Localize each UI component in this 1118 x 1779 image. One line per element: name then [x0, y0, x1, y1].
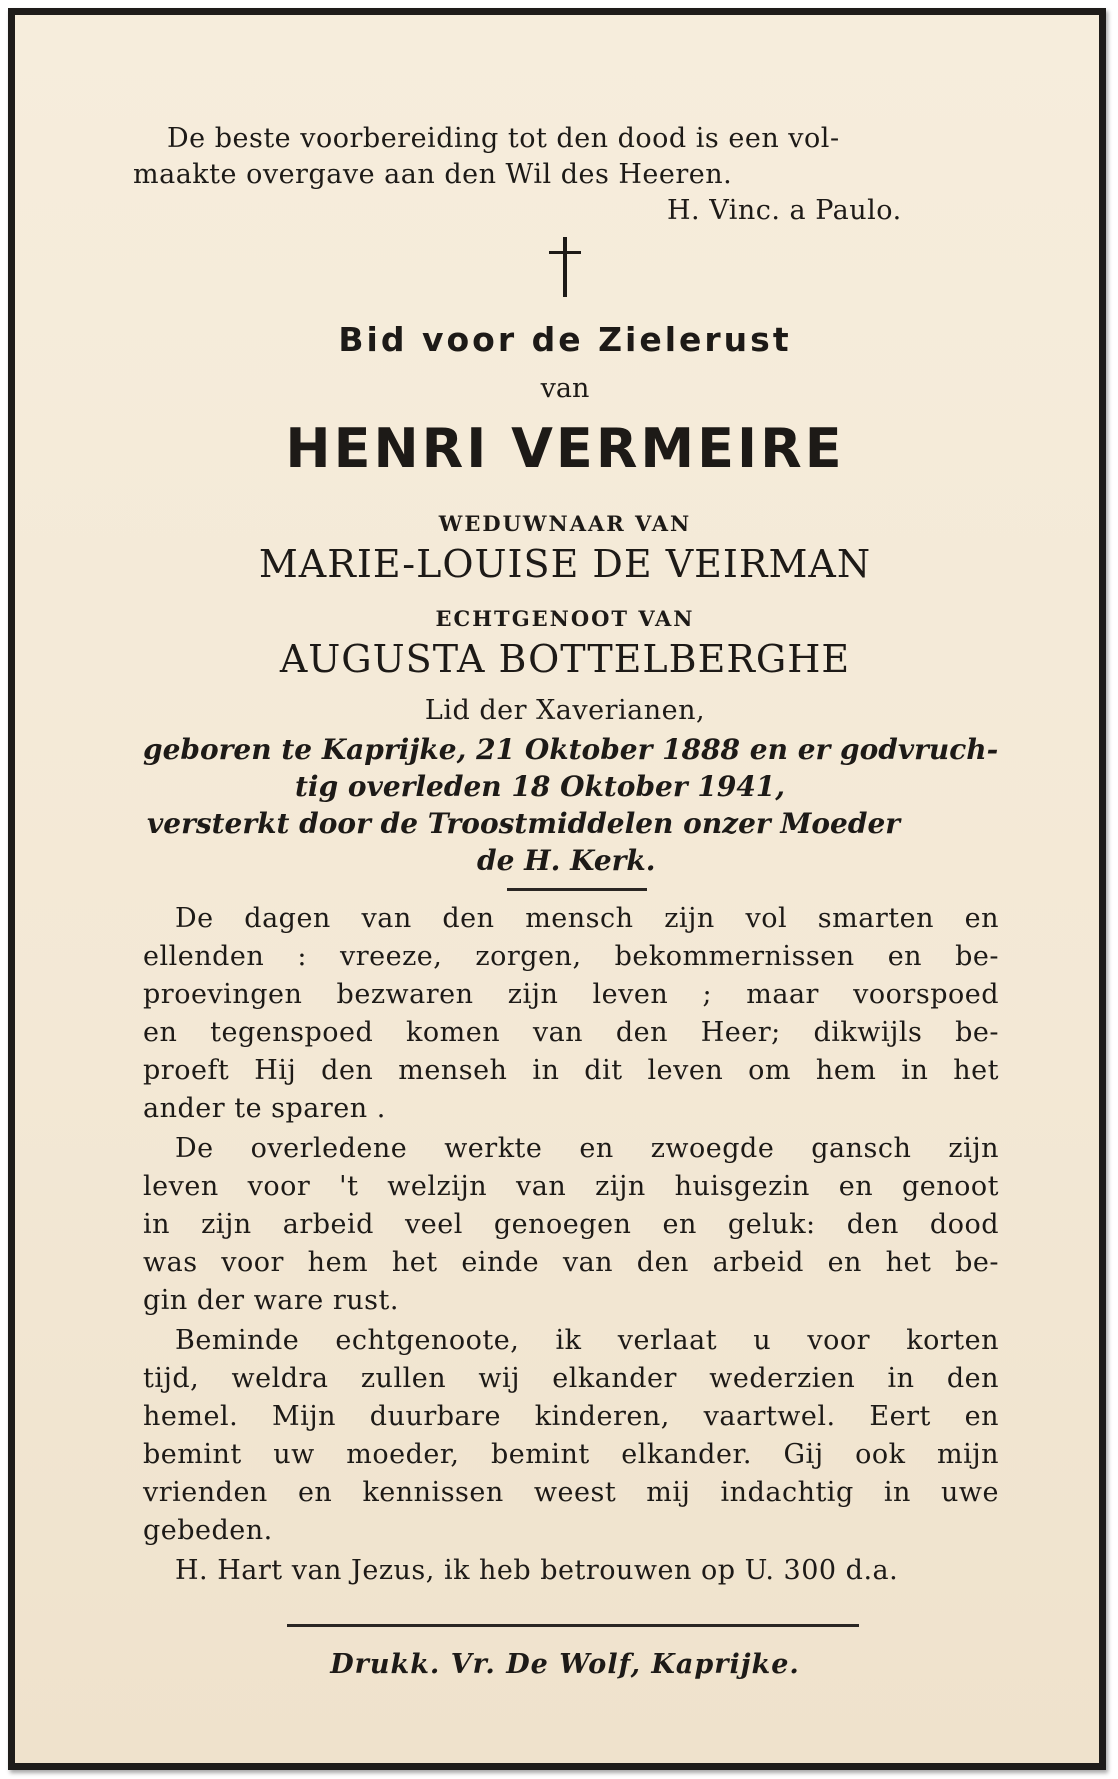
paragraph1-line: proeft Hij den menseh in dit leven om hem in het	[143, 1055, 999, 1086]
deceased-name: HENRI VERMEIRE	[285, 417, 845, 480]
membership: Lid der Xaverianen,	[424, 695, 706, 726]
paragraph2-line: was voor hem het einde van den arbeid en het be-	[143, 1247, 999, 1278]
paragraph3-line: bemint uw moeder, bemint elkander. Gij ook mijn	[143, 1439, 999, 1470]
paragraph1-line: proevingen bezwaren zijn leven ; maar voorspoed	[143, 979, 999, 1010]
paragraph2-line: De overledene werkte en zwoegde gansch zijn	[175, 1133, 999, 1164]
quote-line-2: maakte overgave aan den Wil des Heeren.	[133, 159, 733, 190]
printer-credit: Drukk. Vr. De Wolf, Kaprijke.	[330, 1649, 800, 1680]
first-wife-name: MARIE-LOUISE DE VEIRMAN	[258, 542, 872, 586]
bio-line: tig overleden 18 Oktober 1941,	[295, 770, 786, 803]
second-wife-name: AUGUSTA BOTTELBERGHE	[279, 637, 851, 681]
paragraph3-line: hemel. Mijn duurbare kinderen, vaartwel. Eert en	[143, 1401, 999, 1432]
paragraph3-line: vrienden en kennissen weest mij indachtig in uwe	[143, 1477, 999, 1508]
paragraph3-line: gebeden.	[143, 1515, 273, 1546]
paragraph2-line: gin der ware rust.	[143, 1285, 399, 1316]
card-paper	[15, 15, 1099, 1763]
widower-label: WEDUWNAAR VAN	[438, 511, 692, 536]
husband-label: ECHTGENOOT VAN	[435, 606, 695, 631]
paragraph1-line: ellenden : vreeze, zorgen, bekommernissen en be-	[143, 941, 999, 972]
prayer-heading: Bid voor de Zielerust	[338, 320, 792, 359]
divider	[507, 888, 647, 891]
paragraph3-line: tijd, weldra zullen wij elkander wederzien in den	[143, 1363, 999, 1394]
memorial-card	[8, 8, 1106, 1770]
paragraph2-line: leven voor 't welzijn van zijn huisgezin en genoot	[143, 1171, 999, 1202]
prayer-line: H. Hart van Jezus, ik heb betrouwen op U. 300 d.a.	[175, 1555, 899, 1586]
paragraph1-line: en tegenspoed komen van den Heer; dikwijls be-	[143, 1017, 999, 1048]
paragraph1-line: ander te sparen .	[143, 1093, 386, 1124]
bottom-divider	[287, 1624, 859, 1627]
paragraph3-line: Beminde echtgenoote, ik verlaat u voor korten	[175, 1325, 999, 1356]
paragraph1-line: De dagen van den mensch zijn vol smarten en	[175, 903, 999, 934]
cross-icon	[545, 237, 585, 297]
bio-line: geboren te Kaprijke, 21 Oktober 1888 en er godvruch-	[143, 733, 999, 766]
van-label: van	[540, 373, 590, 404]
bio-line: versterkt door de Troostmiddelen onzer Moeder	[147, 807, 901, 840]
quote-author: H. Vinc. a Paulo.	[667, 195, 902, 226]
quote-line-1: De beste voorbereiding tot den dood is een vol-	[167, 123, 840, 154]
bio-line: de H. Kerk.	[477, 844, 656, 877]
paragraph2-line: in zijn arbeid veel genoegen en geluk: den dood	[143, 1209, 999, 1240]
